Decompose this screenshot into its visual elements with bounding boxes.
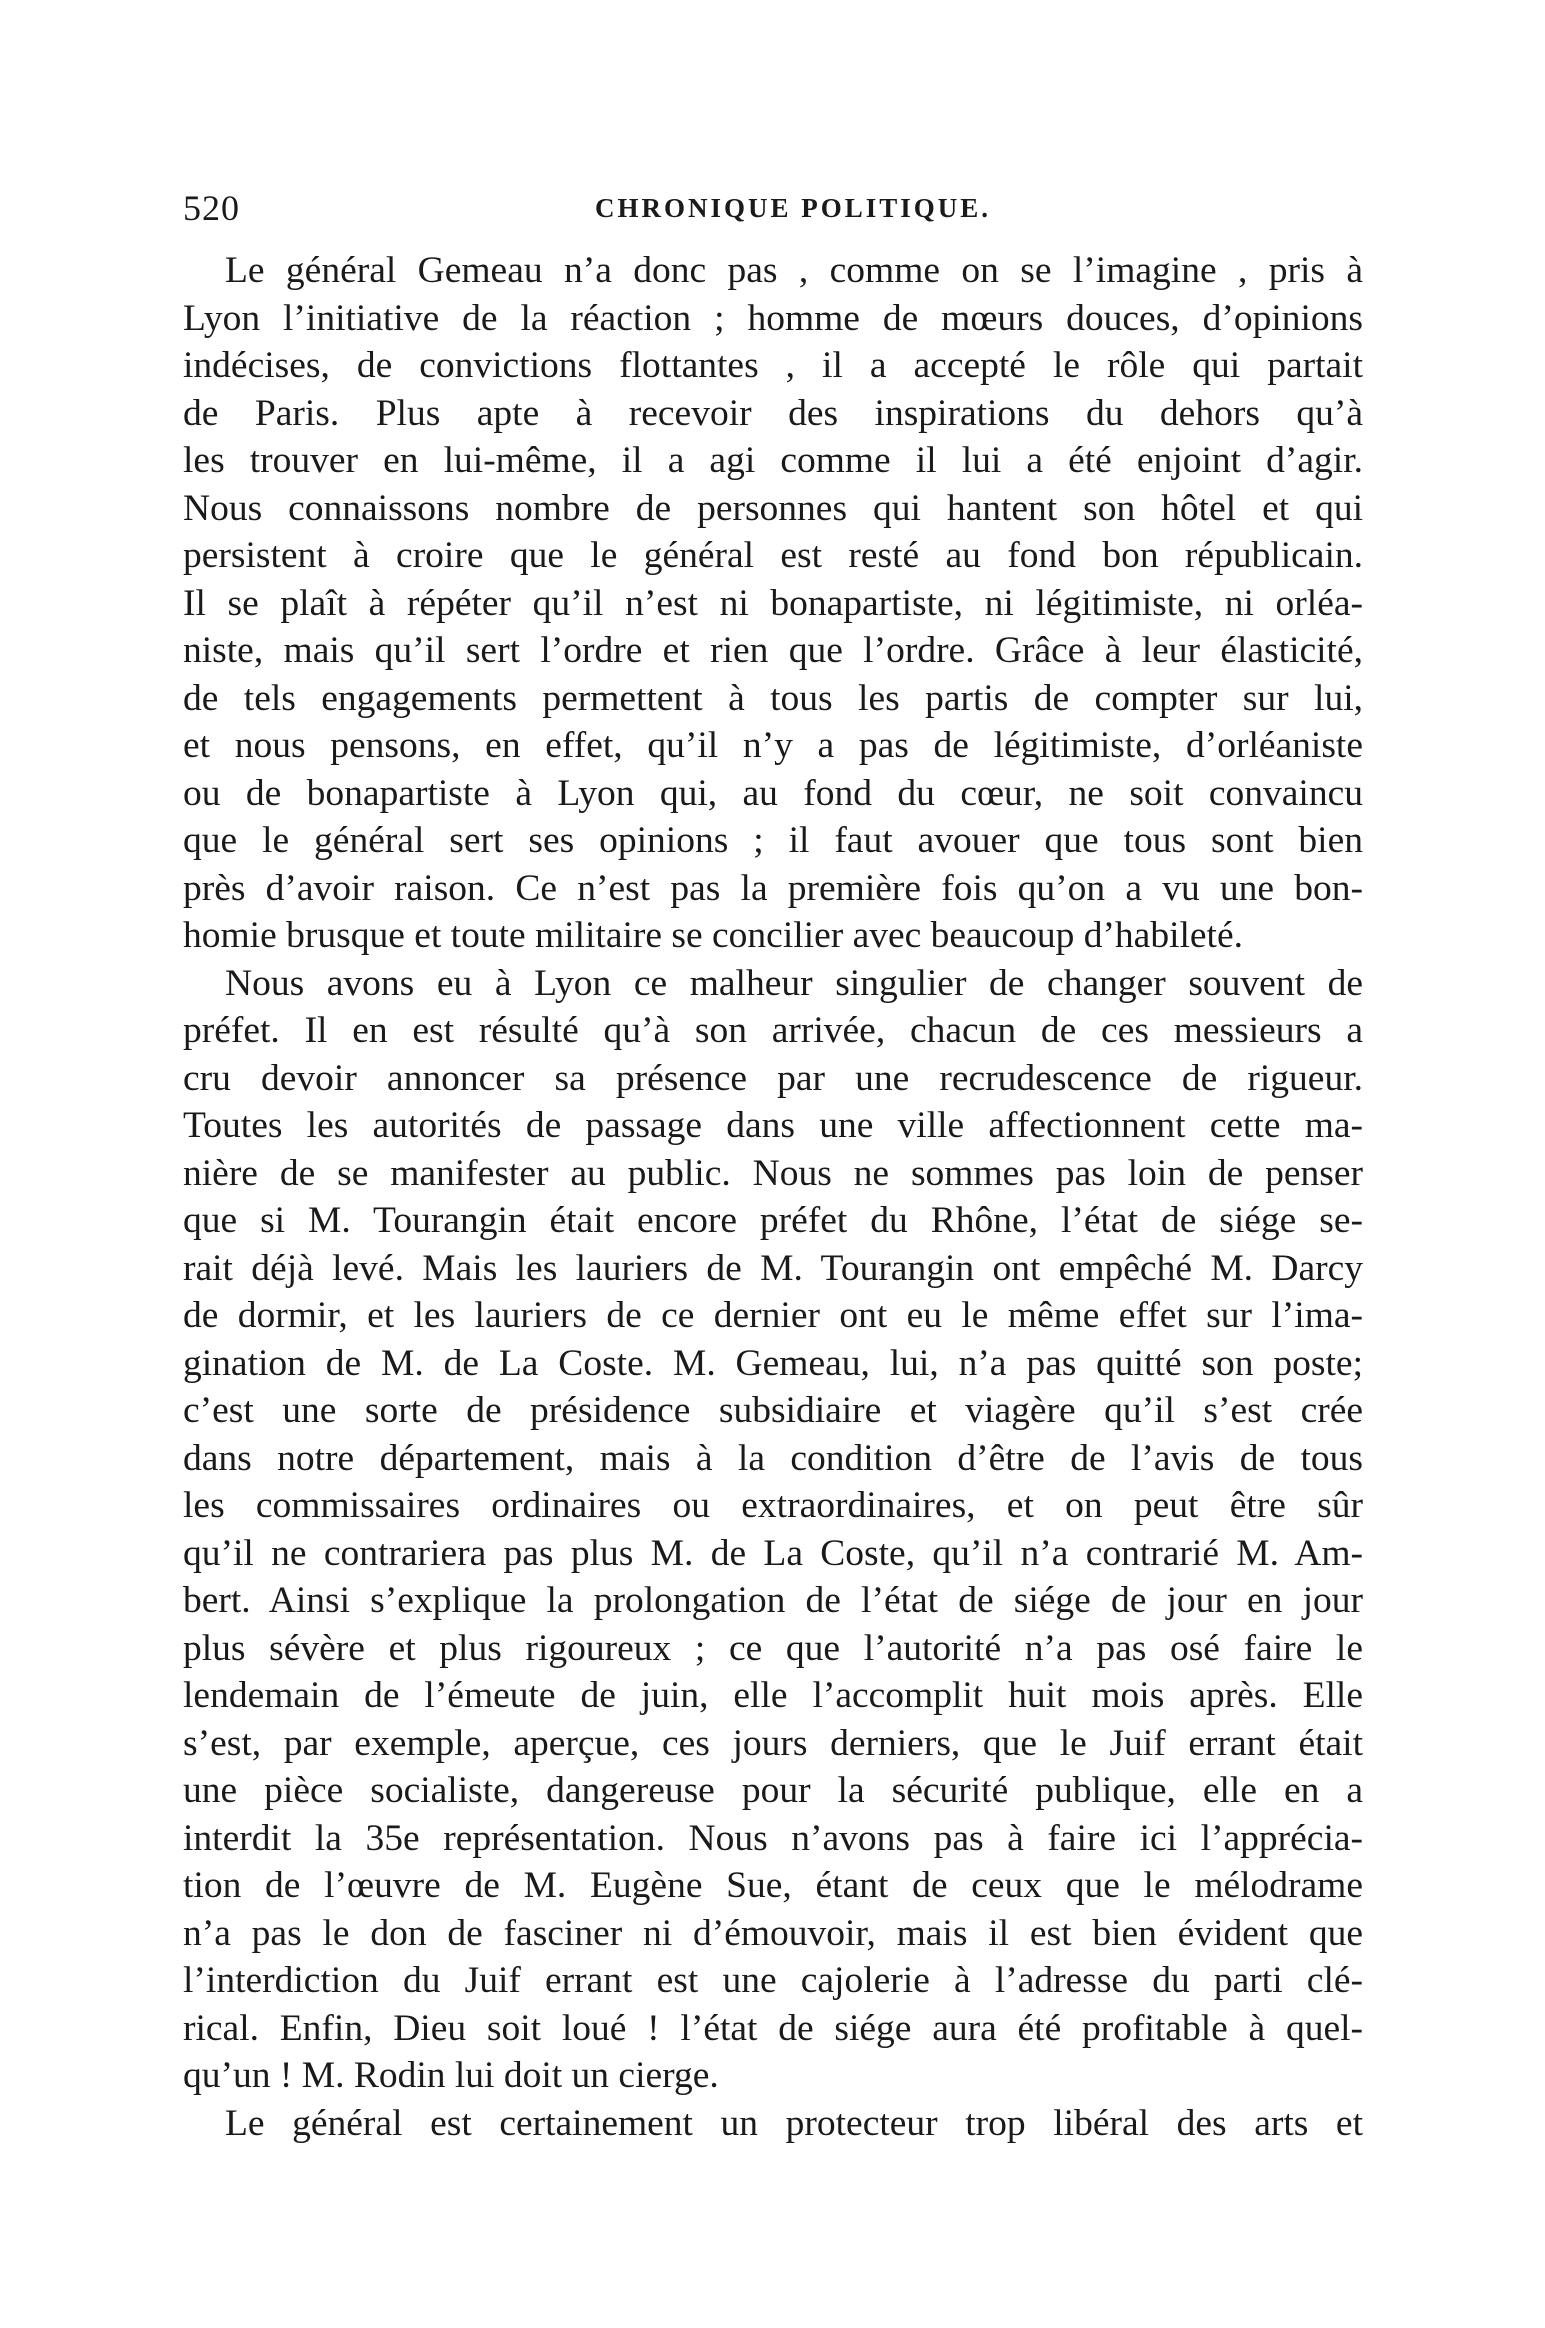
page-number: 520 — [183, 188, 240, 228]
text-line: près d’avoir raison. Ce n’est pas la première fois qu’on a vu une bon- — [183, 867, 1363, 909]
text-line: rait déjà levé. Mais les lauriers de M. Tourangin ont empêché M. Darcy — [183, 1247, 1363, 1289]
text-line: de dormir, et les lauriers de ce dernier ont eu le même effet sur l’ima- — [183, 1295, 1363, 1336]
text-line: Il se plaît à répéter qu’il n’est ni bonapartiste, ni légitimiste, ni orléa- — [183, 582, 1363, 624]
text-line: dans notre département, mais à la condition d’être de l’avis de tous — [183, 1437, 1363, 1479]
text-line: cru devoir annoncer sa présence par une recrudescence de rigueur. — [183, 1057, 1363, 1099]
text-line: Le général est certainement un protecteur trop libéral des arts et — [225, 2102, 1363, 2144]
text-line: indécises, de convictions flottantes , il a accepté le rôle qui partait — [183, 345, 1363, 386]
body-text — [183, 247, 1363, 2147]
text-line: nière de se manifester au public. Nous ne sommes pas loin de penser — [183, 1152, 1363, 1194]
text-line: qu’il ne contrariera pas plus M. de La Coste, qu’il n’a contrarié M. Am- — [183, 1532, 1363, 1574]
text-line: que le général sert ses opinions ; il faut avouer que tous sont bien — [183, 820, 1363, 861]
text-line: Toutes les autorités de passage dans une ville affectionnent cette ma- — [183, 1105, 1363, 1146]
text-line: Lyon l’initiative de la réaction ; homme de mœurs douces, d’opinions — [183, 297, 1363, 339]
text-line: Nous avons eu à Lyon ce malheur singulier de changer souvent de — [225, 962, 1363, 1004]
text-line: qu’un ! M. Rodin lui doit un cierge. — [183, 2055, 719, 2096]
page-header — [183, 186, 1363, 230]
text-line: n’a pas le don de fasciner ni d’émouvoir, mais il est bien évident que — [183, 1912, 1363, 1954]
text-line: bert. Ainsi s’explique la prolongation de l’état de siége de jour en jour — [183, 1580, 1363, 1621]
text-line: les trouver en lui-même, il a agi comme il lui a été enjoint d’agir. — [183, 440, 1363, 481]
text-line: lendemain de l’émeute de juin, elle l’accomplit huit mois après. Elle — [183, 1675, 1363, 1716]
text-line: ou de bonapartiste à Lyon qui, au fond du cœur, ne soit convaincu — [183, 772, 1363, 814]
text-line: les commissaires ordinaires ou extraordinaires, et on peut être sûr — [183, 1485, 1363, 1526]
text-line: une pièce socialiste, dangereuse pour la sécurité publique, elle en a — [183, 1770, 1363, 1811]
text-line: de tels engagements permettent à tous les partis de compter sur lui, — [183, 677, 1363, 719]
running-title: CHRONIQUE POLITIQUE. — [594, 193, 992, 223]
text-line: de Paris. Plus apte à recevoir des inspirations du dehors qu’à — [183, 392, 1363, 434]
text-line: tion de l’œuvre de M. Eugène Sue, étant de ceux que le mélodrame — [183, 1865, 1363, 1906]
text-line: gination de M. de La Coste. M. Gemeau, lui, n’a pas quitté son poste; — [183, 1342, 1363, 1384]
text-line: Le général Gemeau n’a donc pas , comme on se l’imagine , pris à — [225, 250, 1363, 291]
text-line: persistent à croire que le général est resté au fond bon républicain. — [183, 535, 1363, 576]
text-line: l’interdiction du Juif errant est une cajolerie à l’adresse du parti clé- — [183, 1960, 1363, 2001]
text-line: préfet. Il en est résulté qu’à son arrivée, chacun de ces messieurs a — [183, 1010, 1363, 1051]
text-line: que si M. Tourangin était encore préfet du Rhône, l’état de siége se- — [183, 1200, 1363, 1241]
text-line: niste, mais qu’il sert l’ordre et rien que l’ordre. Grâce à leur élasticité, — [183, 630, 1363, 671]
text-line: c’est une sorte de présidence subsidiaire et viagère qu’il s’est crée — [183, 1390, 1363, 1431]
text-line: et nous pensons, en effet, qu’il n’y a pas de légitimiste, d’orléaniste — [183, 725, 1363, 766]
text-line: s’est, par exemple, aperçue, ces jours derniers, que le Juif errant était — [183, 1722, 1363, 1764]
text-line: rical. Enfin, Dieu soit loué ! l’état de siége aura été profitable à quel- — [183, 2007, 1363, 2049]
text-line: plus sévère et plus rigoureux ; ce que l’autorité n’a pas osé faire le — [183, 1627, 1363, 1669]
text-line: Nous connaissons nombre de personnes qui hantent son hôtel et qui — [183, 487, 1363, 529]
text-line: homie brusque et toute militaire se concilier avec beaucoup d’habileté. — [183, 915, 1243, 956]
text-line: interdit la 35e représentation. Nous n’avons pas à faire ici l’apprécia- — [183, 1817, 1363, 1859]
